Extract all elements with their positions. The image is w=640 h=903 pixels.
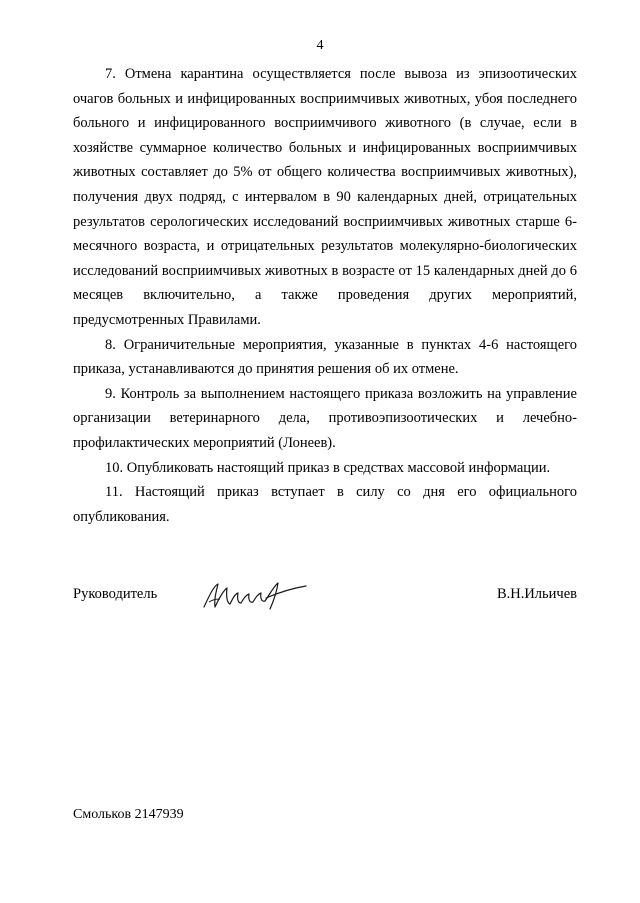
paragraph-10: 10. Опубликовать настоящий приказ в средствах массовой информации. [105, 459, 551, 476]
handwritten-signature [200, 576, 310, 616]
signature-block [73, 576, 577, 616]
paragraph-9: 9. Контроль за выполнением настоящего приказа возложить на управление организации ветеринарного дела, противоэпизоотических и лечебно-профилактических мероприятий (Лонеев). [73, 385, 577, 451]
signatory-name: В.Н.Ильичев [496, 586, 577, 602]
page-number: 4 [316, 38, 324, 53]
paragraph-7: 7. Отмена карантина осуществляется после вывоза из эпизоотических очагов больных и инфицированных восприимчивых животных, убоя последнего больного и инфицированного восприимчивого животного (в случае, если в хозяйстве суммарное количество больных и инфицированных восприимчивых животных составляет до 5% от общего количества восприимчивых животных), получения двух подряд, с интервалом в 90 календарных дней, отрицательных результатов серологических исследований восприимчивых животных старше 6-месячного возраста, и отрицательных результатов молекулярно-биологических исследований восприимчивых животных в возрасте от 15 календарных дней до 6 месяцев включительно, а также проведения других мероприятий, предусмотренных Правилами. [73, 66, 577, 328]
paragraph-8: 8. Ограничительные мероприятия, указанные в пунктах 4-6 настоящего приказа, устанавливаются до принятия решения об их отмене. [73, 336, 577, 378]
signatory-role: Руководитель [73, 586, 158, 602]
paragraph-11: 11. Настоящий приказ вступает в силу со дня его официального опубликования. [73, 484, 577, 525]
document-body [73, 62, 577, 529]
executor-note: Смольков 2147939 [73, 807, 184, 822]
